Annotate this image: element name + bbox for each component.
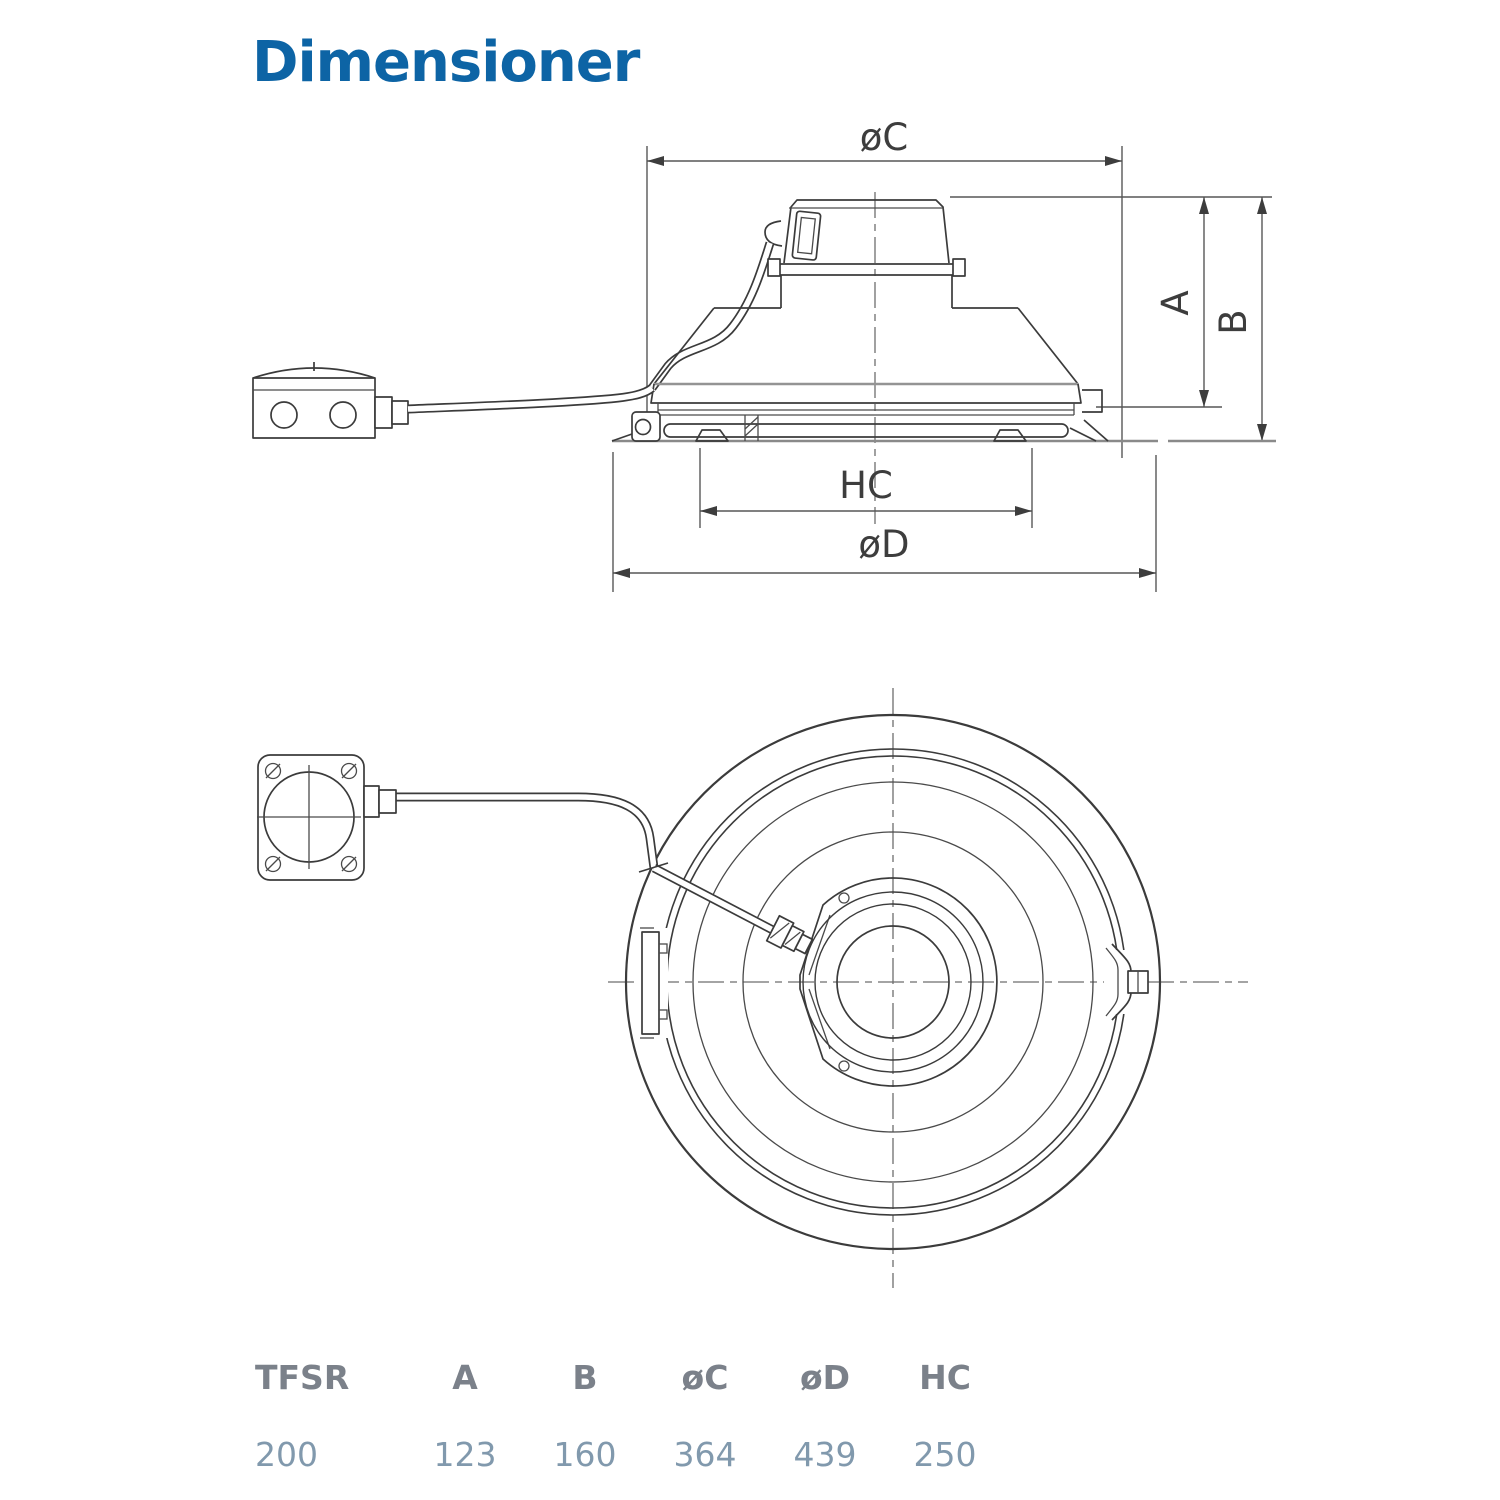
dimension-table [255, 1358, 1035, 1474]
dim-label-oc: øC [859, 116, 909, 159]
dim-label-b: B [1212, 309, 1255, 335]
page-title: Dimensioner [252, 30, 640, 95]
top-view [257, 688, 1248, 1288]
dimension-oc [647, 116, 1122, 458]
table-header-od: øD [799, 1358, 851, 1397]
motor-cable-side [652, 243, 770, 388]
table-value-a: 123 [433, 1435, 497, 1474]
table-header-a: A [452, 1358, 478, 1397]
side-view [253, 116, 1276, 592]
dimension-hc [700, 448, 1032, 528]
rim-notch-right [1104, 944, 1148, 1020]
hub-bolt [839, 1061, 849, 1071]
dim-label-hc: HC [839, 464, 893, 507]
hub-bolt [839, 893, 849, 903]
table-header-oc: øC [681, 1358, 729, 1397]
cap-label-sticker [792, 211, 821, 260]
table-value-row [255, 1435, 1035, 1474]
table-value-od: 439 [793, 1435, 857, 1474]
table-header-b: B [572, 1358, 598, 1397]
rim-bracket-left [637, 928, 668, 1038]
table-value-b: 160 [553, 1435, 617, 1474]
dim-label-od: øD [858, 523, 910, 566]
mounting-foot-right [994, 430, 1026, 441]
table-header-hc: HC [919, 1358, 971, 1397]
dim-label-a: A [1154, 290, 1197, 316]
cable-gland [375, 397, 392, 428]
base-bracket-left [612, 412, 660, 441]
table-value-hc: 250 [913, 1435, 977, 1474]
table-header-tfsr: TFSR [255, 1358, 350, 1397]
table-value-tfsr: 200 [255, 1435, 318, 1474]
dimension-b [1212, 197, 1267, 441]
table-value-oc: 364 [673, 1435, 737, 1474]
fan-side-view [612, 200, 1276, 441]
mounting-foot-left [696, 430, 728, 441]
table-header-row [255, 1358, 1035, 1397]
connection-cable-side [408, 388, 652, 409]
junction-box-top [257, 755, 396, 880]
junction-box-side [253, 362, 408, 438]
dimension-a [950, 197, 1272, 407]
cable-gland [364, 786, 379, 817]
base-bracket-right [1070, 390, 1108, 441]
